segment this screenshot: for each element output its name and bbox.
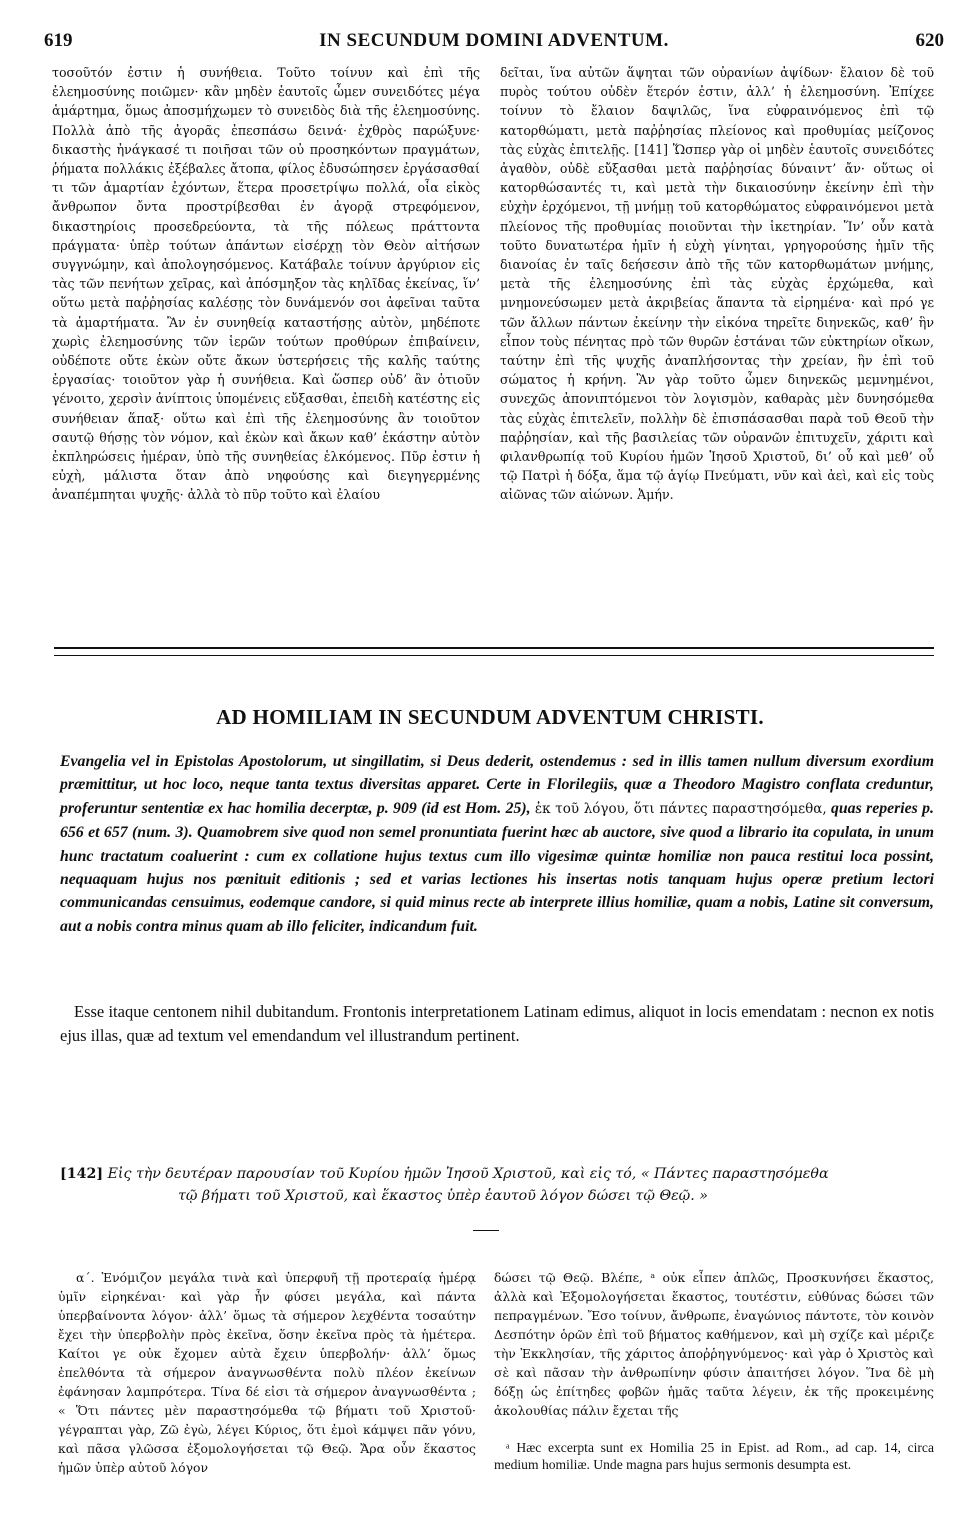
footnote-text: ᵃ Hæc excerpta sunt ex Homilia 25 in Epist. ad Rom., ad cap. 14, circa medium homiliæ. Unde magna pars hujus sermonis desumpta est. xyxy=(494,1440,934,1472)
esse-paragraph: Esse itaque centonem nihil dubitandum. Frontonis interpretationem Latinam edimus, aliquot in locis emendatam : necnon ex notis ejus illas, quæ ad textum vel emendandum vel illustrandum pertinent. xyxy=(60,1002,934,1045)
intro-text-part-2: quas reperies p. 656 et 657 (num. 3). Quamobrem sive quod non semel pronuntiata fuerint hæc ab auctore, sive quod a librario ita copulata, in unum hunc tractatum coaluerint : cum ex collatione hujus textus cum illo vigesimæ quintæ homiliæ non pauca restitui loca possint, nequaquam hujus nos pœnituit editionis ; sed et varias lectiones his insertas notis tanquam hujus operæ pretium lectori communicandas censuimus, eodemque candore, si quid minus recte ab interprete illius homiliæ, quam a nobis, Latine sit conversum, aut a nobis contra minus quam ab illo feliciter, indicandum fuit. xyxy=(60,799,934,935)
running-title: IN SECUNDUM DOMINI ADVENTUM. xyxy=(319,30,669,51)
short-divider xyxy=(473,1230,499,1231)
section-title: AD HOMILIAM IN SECUNDUM ADVENTUM CHRISTI. xyxy=(216,705,764,729)
bottom-right-column xyxy=(494,1268,934,1420)
bottom-left-column xyxy=(58,1268,476,1477)
intro-text-part-1: Evangelia vel in Epistolas Apostolorum, ut singillatim, si Deus dederit, ostendemus : sed in illis tamen nullum diversum exordium præmittitur, ut hoc loco, neque tanta textus diversitas apparet. Certe in Florilegiis, quæ a Theodoro Magistro conflata creduntur, proferuntur sententiæ ex hac homilia decerptæ, p. 909 (id est Hom. 25), xyxy=(60,753,934,817)
section-divider-thick xyxy=(54,647,934,649)
running-header xyxy=(44,30,944,56)
latin-paragraph xyxy=(60,1000,934,1048)
latin-introduction xyxy=(60,750,934,938)
page-number-left: 619 xyxy=(44,30,73,51)
footnote xyxy=(494,1440,934,1473)
top-right-column xyxy=(500,63,934,505)
top-left-column xyxy=(52,63,480,505)
homily-number: [142] xyxy=(60,1166,104,1182)
greek-text-top-right: δεῖται, ἵνα αὐτῶν ἅψηται τῶν οὐρανίων ἀψίδων· ἔλαιον δὲ τοῦ πυρὸς τούτου οὐδὲν ἕτερόν ἐστιν, ἀλλ’ ἡ ἐλεημοσύνη. Ἐπίχεε τοίνυν τὸ ἔλαιον δαψιλῶς, ἵνα εὐφραινόμενος ἐπὶ τῷ κατορθώματι, μετὰ παῤῥησίας πλείονος καὶ προθυμίας μείζονος τὰς εὐχὰς ἐπιτελῇς. [141] Ὥσπερ γὰρ οἱ μηδὲν ἑαυτοῖς συνειδότες ἀγαθὸν, οὐδὲ εὔξασθαι μετὰ παῤῥησίας δύναιντ’ ἄν· οὕτως οἱ κατορθώσαντές τι, καὶ μετὰ τὴν δικαιοσύνην ἐκείνην ἐπὶ τὴν εὐχὴν ἐρχόμενοι, τῇ μνήμῃ τοῦ κατορθώματος εὐφραινόμενοι μετὰ πλείονος τῆς προθυμίας ποιοῦνται τὴν ἱκετηρίαν. Ἵν’ οὖν κατὰ τοῦτο δυνατωτέρα ἡμῖν ἡ εὐχὴ γίνηται, γρηγορούσης ἡμῖν τῆς διανοίας ἐν ταῖς δεήσεσιν ἀπὸ τῆς τῶν κατορθωμάτων μνήμης, μετὰ τῆς ἐλεημοσύνης ἐπὶ τὰς εὐχὰς ἐρχώμεθα, καὶ μνημονεύσωμεν μετὰ ἀκριβείας ἅπαντα τὰ εἰρημένα· καὶ πρό γε τῶν ἄλλων πάντων ἐκείνην τὴν εἰκόνα τηρεῖτε διηνεκῶς, καθ’ ἣν εἶπον τοὺς πένητας πρὸ τῶν θυρῶν ἑστάναι τῶν εὐκτηρίων οἴκων, ταύτην ἐπὶ τῆς ψυχῆς ἀναπλήσοντας τὴν χρείαν, ἣν ἐπὶ τοῦ σώματος ἡ κρήνη. Ἂν γὰρ τοῦτο ὦμεν διηνεκῶς μεμνημένοι, συνεχῶς ἀπονιπτόμενοι τὸν λογισμὸν, καθαρὰς μὲν δυνησόμεθα τὰς εὐχὰς ἐπιτελεῖν, πολλὴν δὲ ἐπισπάσασθαι παρὰ τοῦ Θεοῦ τὴν παῤῥησίαν, καὶ τῆς βασιλείας τῶν οὐρανῶν ἐπιτυχεῖν, χάριτι καὶ φιλανθρωπίᾳ τοῦ Κυρίου ἡμῶν Ἰησοῦ Χριστοῦ, δι’ οὗ καὶ μεθ’ οὗ τῷ Πατρὶ ἡ δόξα, ἅμα τῷ ἁγίῳ Πνεύματι, νῦν καὶ ἀεὶ, καὶ εἰς τοὺς αἰῶνας τῶν αἰώνων. Ἀμήν. xyxy=(500,65,934,503)
greek-text-bottom-left: α΄. Ἐνόμιζον μεγάλα τινὰ καὶ ὑπερφυῆ τῇ προτεραίᾳ ἡμέρᾳ ὑμῖν εἰρηκέναι· καὶ γὰρ ἦν φύσει μεγάλα, καὶ πάντα ὑπερβαίνοντα λόγον· ἀλλ’ ὅμως τὰ σήμερον λεχθέντα τοσαύτην ἔχει τὴν ὑπερβολὴν πρὸς ἐκεῖνα, ὅσην ἐκεῖνα πρὸς τὰ ἡμέτερα. Καίτοι γε οὐκ ἔχομεν αὐτὰ ἔχειν ὑπερβολήν· ἀλλ’ ὅμως ἐπελθόντα τὰ σήμερον ἀναγνωσθέντα πολὺ πλέον ἐκείνων ἐφάνησαν λαμπρότερα. Τίνα δέ εἰσι τὰ σήμερον ἀναγνωσθέντα ; « Ὅτι πάντες μὲν παραστησόμεθα τῷ βήματι τοῦ Χριστοῦ· γέγραπται γὰρ, Ζῶ ἐγὼ, λέγει Κύριος, ὅτι ἐμοὶ κάμψει πᾶν γόνυ, καὶ πᾶσα γλῶσσα ἐξομολογήσεται τῷ Θεῷ. Ἄρα οὖν ἕκαστος ἡμῶν ὑπὲρ αὐτοῦ λόγον xyxy=(58,1270,476,1475)
section-divider-thin xyxy=(54,655,934,656)
greek-text-top-left: τοσοῦτόν ἐστιν ἡ συνήθεια. Τοῦτο τοίνυν καὶ ἐπὶ τῆς ἐλεημοσύνης ποιῶμεν· κἂν μηδὲν ἑαυτοῖς ὦμεν συνειδότες μέγα ἁμάρτημα, ὅμως ἀποσμήχωμεν τὸ συνειδὸς διὰ τῆς ἐλεημοσύνης. Πολλὰ ἀπὸ τῆς ἀγορᾶς ἐπεσπάσω δεινά· ἐχθρὸς παρώξυνε· δικαστὴς ἠνάγκασέ τι ποιῆσαι τῶν οὐ προσηκόντων πραγμάτων, ῥήματα πολλάκις ἐξέβαλες ἄτοπα, φίλος ἐδυσώπησεν ἐργάσασθαί τι τῶν ἁμαρτίαν ἐχόντων, ἕτερα προσετρίψω πολλά, οἷα εἰκὸς ἄνθρωπον ὄντα προστρίβεσθαι ἐν ἀγορᾷ στρεφόμενον, δικαστηρίοις προσεδρεύοντα, τὰ τῆς πόλεως πράττοντα πράγματα· ὑπὲρ τούτων ἁπάντων εἰσέρχῃ τὸν Θεὸν αἰτήσων συγγνώμην, καὶ ἀπολογησόμενος. Κατάβαλε τοίνυν ἀργύριον εἰς τὰς τῶν πενήτων χεῖρας, καὶ ἀπόσμηξον τὰς κηλῖδας ἐκείνας, ἵν’ οὕτω μετὰ παῤῥησίας καλέσῃς τὸν δυνάμενόν σοι ἀφεῖναι ταῦτα τὰ ἁμαρτήματα. Ἂν ἐν συνηθείᾳ καταστήσῃς αὐτὸν, μηδέποτε χωρὶς ἐλεημοσύνης τῶν ἱερῶν τούτων προθύρων ἐπιβαίνειν, οὐδέποτε οὔτε ἑκὼν οὔτε ἄκων ὑστερήσεις τῆς καλῆς ταύτης ἐργασίας· τοιοῦτον γὰρ ἡ συνήθεια. Καὶ ὥσπερ οὐδ’ ἂν ὁτιοῦν γένοιτο, χερσὶν ἀνίπτοις ὑπομένεις εὔξασθαι, ἐπειδὴ κατέστης εἰς συνήθειαν ἅπαξ· οὕτω καὶ ἐπὶ τῆς ἐλεημοσύνης ἂν τοιοῦτον σαυτῷ θήσῃς τὸν νόμον, καὶ ἑκὼν καὶ ἄκων καθ’ ἑκάστην αὐτὸν ἐκπληρώσεις ἡμέραν, ὑπὸ τῆς συνηθείας ἑλκόμενος. Πῦρ ἐστιν ἡ εὐχὴ, μάλιστα ὅταν ἀπὸ νηφούσης καὶ διεγηγερμένης ἀναπέμπηται ψυχῆς· ἀλλὰ τὸ πῦρ τοῦτο καὶ ἐλαίου xyxy=(52,65,480,503)
homily-title-line-2: τῷ βήματι τοῦ Χριστοῦ, καὶ ἕκαστος ὑπὲρ ἑαυτοῦ λόγον δώσει τῷ Θεῷ. » xyxy=(178,1188,708,1204)
homily-heading xyxy=(60,1163,934,1207)
page-number-right: 620 xyxy=(915,30,944,51)
homily-heading-line-1 xyxy=(60,1163,934,1185)
greek-text-bottom-right: δώσει τῷ Θεῷ. Βλέπε, ᵃ οὐκ εἶπεν ἁπλῶς, Προσκυνήσει ἕκαστος, ἀλλὰ καὶ Ἐξομολογήσεται ἕκαστος, τουτέστιν, εὐθύνας δώσει τῶν πεπραγμένων. Ἔσο τοίνυν, ἄνθρωπε, ἐναγώνιος πάντοτε, τὸν κοινὸν Δεσπότην ὁρῶν ἐπὶ τοῦ βήματος καθήμενον, καὶ μὴ σχίζε καὶ μέριζε τὴν Ἐκκλησίαν, τῆς χάριτος ἀποῤῥηγνύμενος· καὶ γὰρ ὁ Χριστὸς καὶ σὲ καὶ πᾶσαν τὴν ἀνθρωπίνην φύσιν ἀπαιτήσει λόγον. Ἵνα δὲ μὴ δόξῃ ὡς ἐπίτηδες φοβῶν ἡμᾶς ταῦτα λέγειν, ἐκ τῆς προκειμένης ἀκολουθίας πάλιν ἔχεται τῆς xyxy=(494,1270,934,1418)
homily-title-line-1: Εἰς τὴν δευτέραν παρουσίαν τοῦ Κυρίου ἡμῶν Ἰησοῦ Χριστοῦ, καὶ εἰς τό, « Πάντες παραστησόμεθα xyxy=(107,1166,829,1182)
intro-greek-quote: ἐκ τοῦ λόγου, ὅτι πάντες παραστησόμεθα, xyxy=(534,800,827,817)
